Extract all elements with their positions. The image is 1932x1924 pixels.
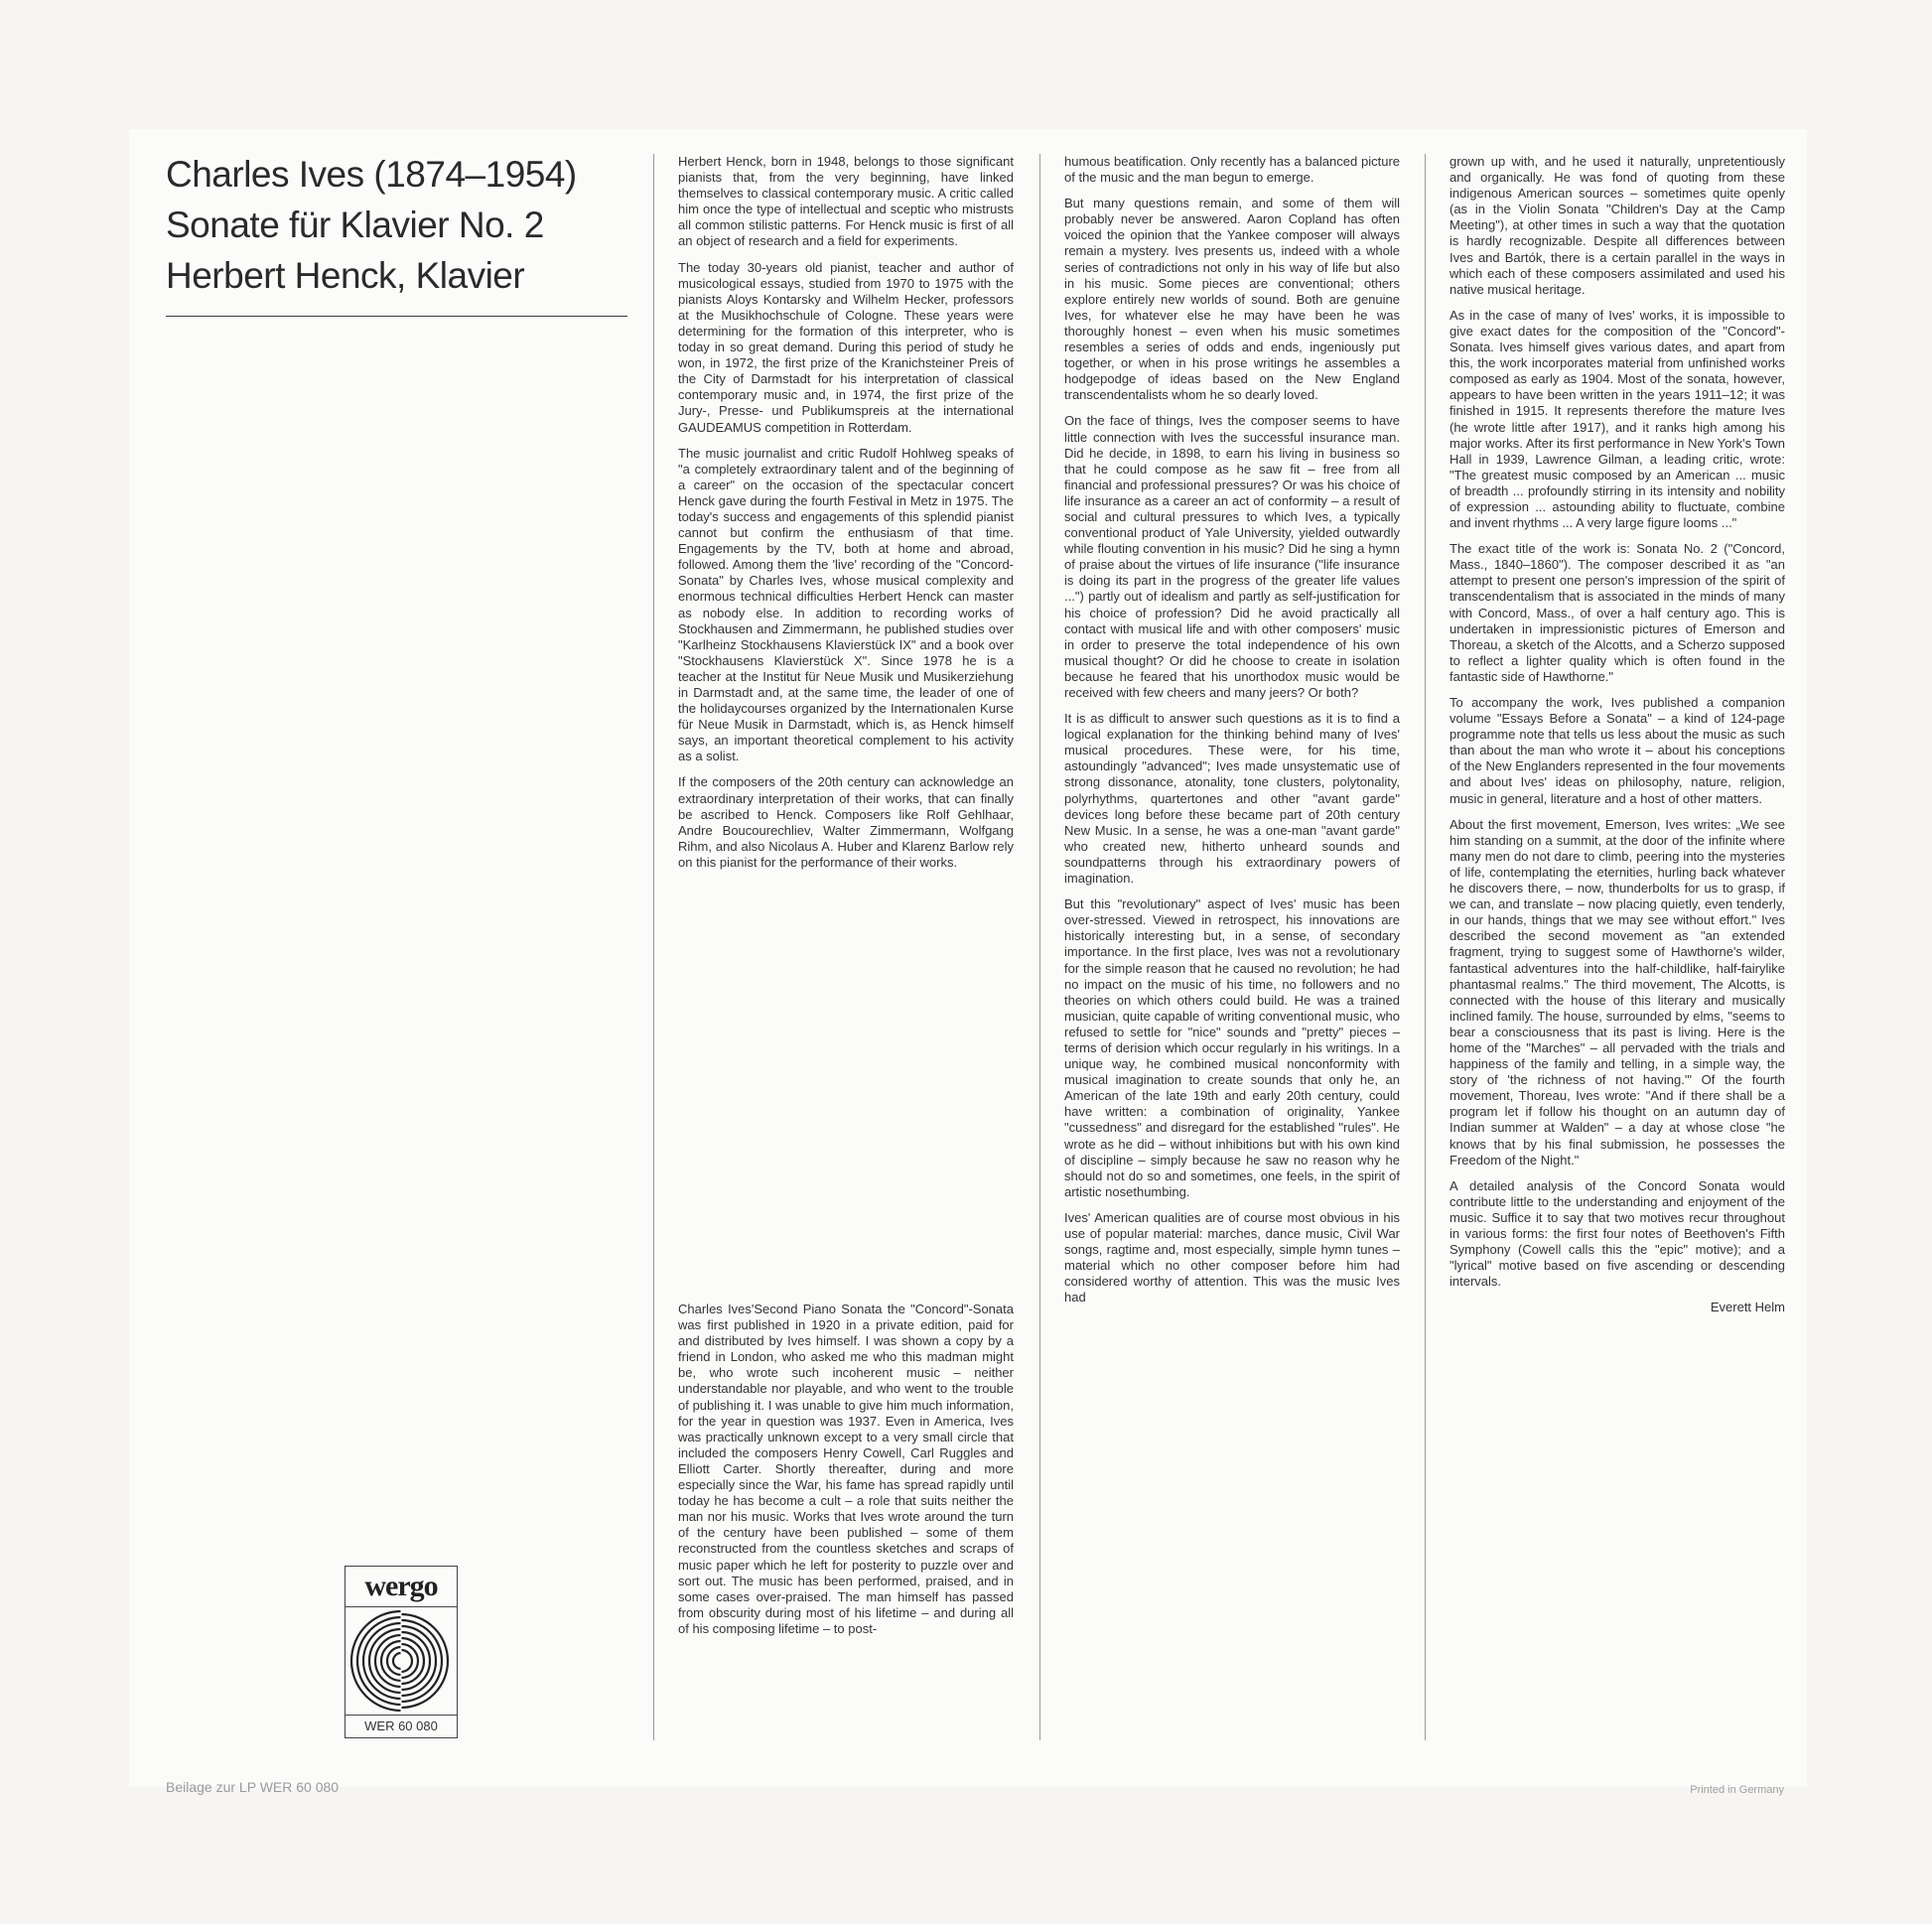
footer-printed-note: Printed in Germany	[1690, 1784, 1784, 1796]
footer-insert-note: Beilage zur LP WER 60 080	[166, 1779, 340, 1795]
column-divider-3	[1425, 154, 1426, 1740]
text-column-2	[1064, 154, 1400, 1315]
paragraph: The today 30-years old pianist, teacher and author of musicological essays, studied from 1970 to 1975 with the pianists Aloys Kontarsky and Wilhelm Hecker, professors at the Musikhochschule of Cologne. These years were determining for the formation of this interpreter, who is today in so great demand. During this period of study he won, in 1972, the first prize of the Kranichsteiner Preis of the City of Darmstadt for his interpretation of classical contemporary music and, in 1974, the first prize of the Jury-, Presse- und Publikumspreis at the international GAUDEAMUS competition in Rotterdam.	[678, 259, 1014, 435]
author-signature: Everett Helm	[1710, 1300, 1785, 1315]
paragraph: But many questions remain, and some of them will probably never be answered. Aaron Copland has often voiced the opinion that the Yankee composer will always remain a mystery. Ives presents us, indeed with a whole series of contradictions not only in his way of life but also in his music. Some pieces are conventional; others explore entirely new worlds of sound. Both are genuine Ives, for whatever else he may have been he was thoroughly honest – even when his music sometimes resembles a series of odds and ends, ingeniously put together, or when in his prose writings he assembles a hodgepodge of ideas based on the New England transcendentalists whom he so dearly loved.	[1064, 196, 1400, 403]
title-divider	[166, 316, 627, 317]
paragraph: Ives' American qualities are of course most obvious in his use of popular material: marches, dance music, Civil War songs, ragtime and, most especially, simple hymn tunes – material which no other composer before him had considered worthy of attention. This was the music Ives had	[1064, 1209, 1400, 1306]
title-performer: Herbert Henck, Klavier	[166, 255, 525, 296]
paragraph: It is as difficult to answer such questions as it is to find a logical explanation for the thinking behind many of Ives' musical procedures. These were, for his time, astoundingly "advanced"; Ives made unsystematic use of strong dissonance, atonality, tone clusters, polytonality, polyrhythms, quartertones and other "avant garde" devices long before these became part of 20th century New Music. In a sense, he was a one-man "avant garde" who created new, hitherto unheard sounds and soundpatterns through his extraordinary powers of imagination.	[1064, 711, 1400, 887]
concentric-circles-icon	[345, 1607, 457, 1715]
text-column-1	[678, 154, 1014, 881]
text-column-3	[1449, 154, 1785, 1325]
column-divider-2	[1039, 154, 1040, 1740]
paragraph: Herbert Henck, born in 1948, belongs to those significant pianists that, from the very beginning, have linked themselves to classical contemporary music. A critic called him once the type of intellectual and sceptic who mistrusts all common stilistic patterns. For Henck music is first of all an object of research and a field for experiments.	[678, 154, 1014, 249]
title-composer: Charles Ives (1874–1954)	[166, 154, 577, 195]
column-divider-1	[653, 154, 654, 1740]
paragraph: grown up with, and he used it naturally, unpretentiously and organically. He was fond of quoting from these indigenous American sources – sometimes quite openly (as in the Violin Sonata "Children's Day at the Camp Meeting"), at other times in such a way that the quotation is hardly recognizable. Despite all differences between Ives and Bartók, there is a certain parallel in the ways in which each of these composers assimilated and used his native musical heritage.	[1449, 154, 1785, 297]
paragraph: On the face of things, Ives the composer seems to have little connection with Ives the successful insurance man. Did he decide, in 1898, to earn his living in business so that he could compose as he saw fit – free from all financial and professional pressures? Or was his choice of life insurance as a career an act of conformity – a result of social and cultural pressures to which Ives, a typically conventional product of Yale University, yielded outwardly while flouting convention in his music? Did he sing a hymn of praise about the virtues of life insurance ("life insurance is doing its part in the progress of the greater life values ...") partly out of idealism and partly as self-justification for his choice of profession? Did he avoid practically all contact with musical life and with other composers' music in order to preserve the total independence of his own musical thought? Or did he choose to create in isolation because he feared that his unorthodox music would be received with few cheers and many jeers? Or both?	[1064, 413, 1400, 700]
logo-catalog-number: WER 60 080	[364, 1718, 438, 1733]
paragraph: Charles Ives'Second Piano Sonata the "Concord"-Sonata was first published in 1920 in a private edition, paid for and distributed by Ives himself. I was shown a copy by a friend in London, who asked me who this madman might be, who wrote such incoherent music – neither understandable nor playable, and who went to the trouble of publishing it. I was unable to give him much information, for the year in question was 1937. Even in America, Ives was practically unknown except to a very small circle that included the composers Henry Cowell, Carl Ruggles and Elliott Carter. Shortly thereafter, during and more especially since the War, his fame has spread rapidly until today he has become a cult – a role that suits neither the man nor his music. Works that Ives wrote around the turn of the century have been published – some of them reconstructed from the countless sketches and scraps of music paper which he left for posterity to puzzle over and sort out. The music has been performed, praised, and in some cases over-praised. The man himself has passed from obscurity during most of his lifetime – and during all of his composing lifetime – to post-	[678, 1302, 1014, 1636]
logo-brand: wergo	[345, 1567, 457, 1607]
paragraph: The exact title of the work is: Sonata No. 2 ("Concord, Mass., 1840–1860"). The composer described it as "an attempt to present one person's impression of the spirit of transcendentalism that is associated in the minds of many with Concord, Mass., of over a half century ago. This is undertaken in impressionistic pictures of Emerson and Thoreau, a sketch of the Alcotts, and a Scherzo supposed to reflect a lighter quality which is often found in the fantastic side of Hawthorne."	[1449, 541, 1785, 684]
logo-concentric-art	[345, 1607, 457, 1716]
title-work: Sonate für Klavier No. 2	[166, 205, 544, 245]
text-column-1-lower	[678, 1302, 1014, 1647]
paragraph: A detailed analysis of the Concord Sonata would contribute little to the understanding and enjoyment of the music. Suffice it to say that two motives recur throughout in various forms: the first four notes of Beethoven's Fifth Symphony (Cowell calls this the "epic" motive); and a "lyrical" motive based on five ascending or descending intervals.	[1449, 1177, 1785, 1290]
paragraph: About the first movement, Emerson, Ives writes: „We see him standing on a summit, at the door of the infinite where many men do not dare to climb, peering into the mysteries of life, contemplating the eternities, hurling back whatever he discovers there, – now, thunderbolts for us to grasp, if we can, and translate – now placing quietly, even tenderly, in our hands, things that we may see without effort." Ives described the second movement as "an extended fragment, trying to suggest some of Hawthorne's wilder, fantastical adventures into the half-childlike, half-fairylike phantasmal realms." The third movement, The Alcotts, is connected with the house of this literary and musically inclined family. The house, surrounded by elms, "seems to bear a consciousness that its past is living. Here is the home of the "Marches" – all pervaded with the trials and happiness of the family and telling, in a simple way, the story of 'the richness of not having.'" Of the fourth movement, Thoreau, Ives wrote: "And if there shall be a program let if follow his thought on an autumn day of Indian summer at Walden" – a day at whose close "he knows that by his final submission, he possesses the Freedom of the Night."	[1449, 816, 1785, 1168]
paragraph: As in the case of many of Ives' works, it is impossible to give exact dates for the composition of the "Concord"-Sonata. Ives himself gives various dates, and apart from this, the work incorporates material from unfinished works composed as early as 1904. Most of the sonata, however, appears to have been written in the years 1911–12; it was finished in 1915. It represents therefore the mature Ives (he wrote little after 1917), and it ranks high among his major works. After its first performance in New York's Town Hall in 1939, Lawrence Gilman, a leading critic, wrote: "The greatest music composed by an American ... music of breadth ... profoundly stirring in its intensity and nobility of expression ... astounding ability to fluctuate, combine and invent rhythms ... A very large figure looms ..."	[1449, 307, 1785, 531]
paragraph: The music journalist and critic Rudolf Hohlweg speaks of "a completely extraordinary talent and of the beginning of a career" on the occasion of the spectacular concert Henck gave during the fourth Festival in Metz in 1975. The today's success and engagements of this splendid pianist cannot but confirm the enthusiasm of that time. Engagements by the TV, both at home and abroad, followed. Among them the 'live' recording of the "Concord-Sonata" by Charles Ives, whose musical complexity and enormous technical difficulties Herbert Henck can master as nobody else. In addition to recording works of Stockhausen and Zimmermann, he published studies over "Karlheinz Stockhausens Klavierstück IX" and a book over "Stockhausens Klavierstück X". Since 1978 he is a teacher at the Institut für Neue Musik und Musikerziehung in Darmstadt and, at the same time, the leader of one of the holidaycourses organized by the Internationalen Kurse für Neue Musik in Darmstadt, which is, as Henck himself says, an important theoretical complement to his activity as a solist.	[678, 445, 1014, 764]
paragraph: If the composers of the 20th century can acknowledge an extraordinary interpretation of their works, that can finally be ascribed to Henck. Composers like Rolf Gehlhaar, Andre Boucourechliev, Walter Zimmermann, Wolfgang Rihm, and also Nicolaus A. Huber and Klarenz Barlow rely on this pianist for the performance of their works.	[678, 774, 1014, 870]
title-block	[166, 149, 627, 301]
wergo-logo	[345, 1566, 458, 1738]
paragraph: humous beatification. Only recently has a balanced picture of the music and the man begun to emerge.	[1064, 154, 1400, 186]
paragraph: But this "revolutionary" aspect of Ives' music has been over-stressed. Viewed in retrospect, his innovations are historically interesting but, in a sense, of secondary importance. In the first place, Ives was not a revolutionary for the simple reason that he caused no revolution; he had no impact on the music of his time, no followers and no theories on which others could build. He was a trained musician, quite capable of writing conventional music, who refused to settle for "nice" sounds and "pretty" pieces – terms of derision which occur regularly in his writings. In a unique way, he combined musical nonconformity with musical imagination to create sounds that only he, an American of the late 19th and early 20th century, could have written: a combination of originality, Yankee "cussedness" and disregard for the established "rules". He wrote as he did – without inhibitions but with his own kind of discipline – simply because he saw no reason why he should not do so and sometimes, one feels, in the spirit of artistic nosethumbing.	[1064, 896, 1400, 1199]
paragraph: To accompany the work, Ives published a companion volume "Essays Before a Sonata" – a kind of 124-page programme note that tells us less about the music as such than about the man who wrote it – about his conceptions of the New Englanders represented in the four movements and about Ives' ideas on philosophy, nature, religion, music in general, literature and a host of other matters.	[1449, 695, 1785, 806]
